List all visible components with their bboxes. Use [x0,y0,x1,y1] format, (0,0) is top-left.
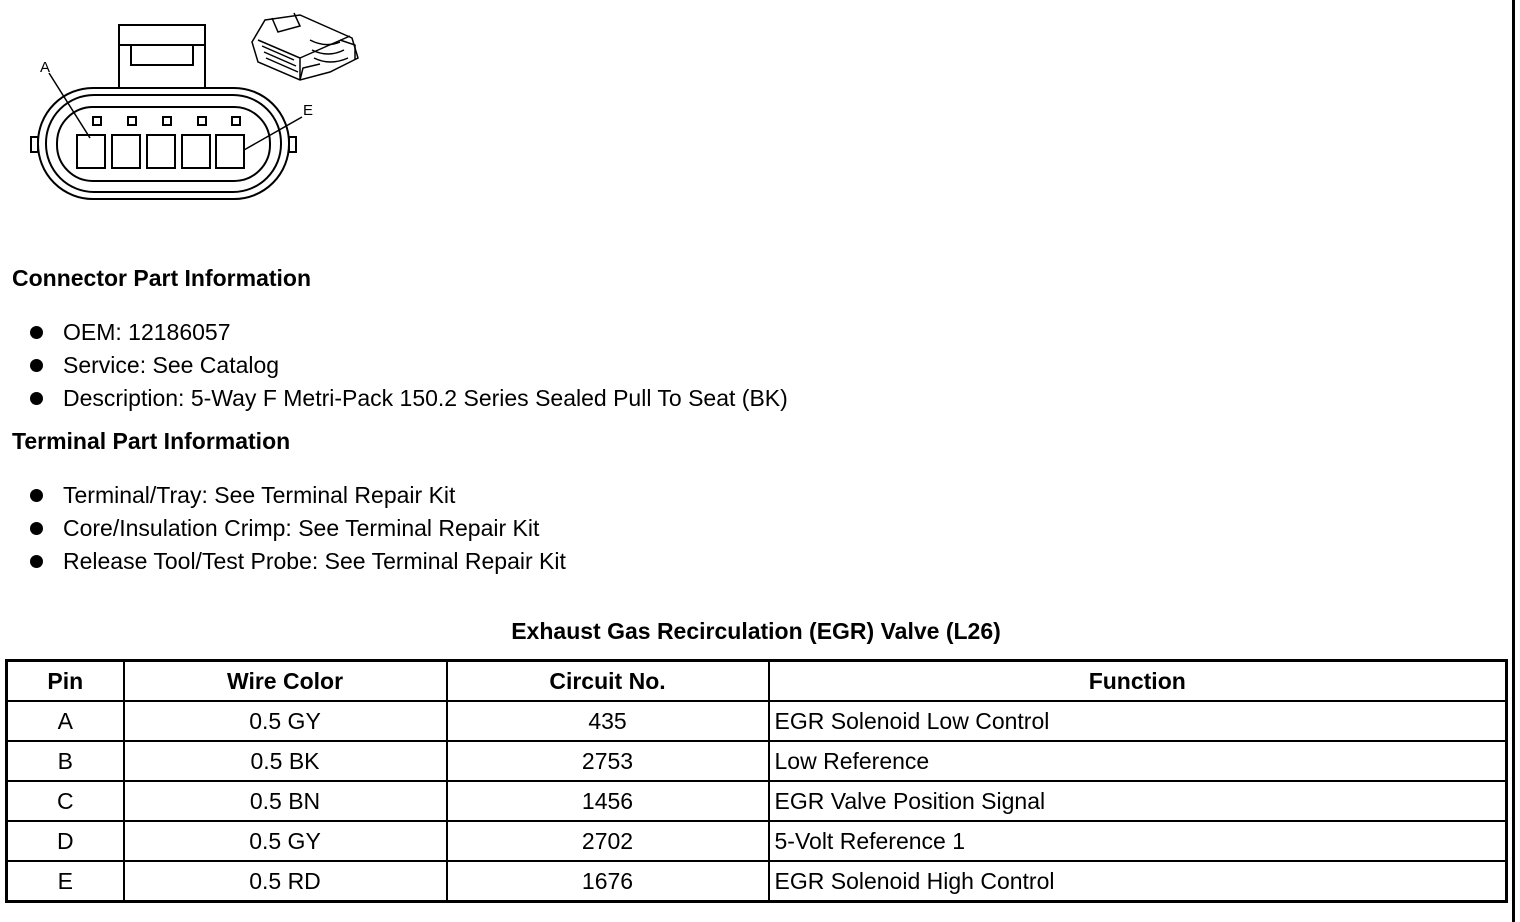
function-cell: EGR Valve Position Signal [769,781,1507,821]
header-wire-color: Wire Color [124,661,447,702]
bullet-icon [30,522,43,535]
pin-cell: D [7,821,124,861]
bullet-icon [30,392,43,405]
list-item: Terminal/Tray: See Terminal Repair Kit [28,479,566,512]
circuit-cell: 1456 [447,781,769,821]
list-item: Release Tool/Test Probe: See Terminal Repair Kit [28,545,566,578]
pin-cell: E [7,861,124,902]
pin-e-label: E [303,102,314,119]
terminal-info-list [28,479,566,578]
table-row [7,861,1507,902]
table-row [7,821,1507,861]
list-item: Core/Insulation Crimp: See Terminal Repair Kit [28,512,566,545]
terminal-info-heading: Terminal Part Information [12,428,291,454]
circuit-cell: 435 [447,701,769,741]
pin-cell: B [7,741,124,781]
circuit-cell: 2753 [447,741,769,781]
function-cell: EGR Solenoid High Control [769,861,1507,902]
wire-color-cell: 0.5 GY [124,701,447,741]
table-header-row [7,661,1507,702]
table-row [7,781,1507,821]
connector-info-list [28,316,788,415]
wire-color-cell: 0.5 BK [124,741,447,781]
wire-color-cell: 0.5 RD [124,861,447,902]
bullet-icon [30,326,43,339]
pinout-table [5,659,1508,903]
bullet-icon [30,555,43,568]
table-title: Exhaust Gas Recirculation (EGR) Valve (L26) [511,618,1001,644]
function-cell: Low Reference [769,741,1507,781]
right-border-rule [1512,0,1515,922]
table-row [7,701,1507,741]
circuit-cell: 2702 [447,821,769,861]
list-item: Service: See Catalog [28,349,788,382]
connector-3d-icon [252,13,358,80]
connector-info-heading: Connector Part Information [12,265,312,291]
header-function: Function [769,661,1507,702]
header-circuit-no: Circuit No. [447,661,769,702]
bullet-icon [30,489,43,502]
header-pin: Pin [7,661,124,702]
table-row [7,741,1507,781]
bullet-icon [30,359,43,372]
wire-color-cell: 0.5 GY [124,821,447,861]
pin-cell: C [7,781,124,821]
pin-a-label: A [40,59,51,76]
connector-face-icon [0,0,380,215]
circuit-cell: 1676 [447,861,769,902]
wire-color-cell: 0.5 BN [124,781,447,821]
list-item: OEM: 12186057 [28,316,788,349]
list-item: Description: 5-Way F Metri-Pack 150.2 Series Sealed Pull To Seat (BK) [28,382,788,415]
function-cell: 5-Volt Reference 1 [769,821,1507,861]
pin-cell: A [7,701,124,741]
function-cell: EGR Solenoid Low Control [769,701,1507,741]
